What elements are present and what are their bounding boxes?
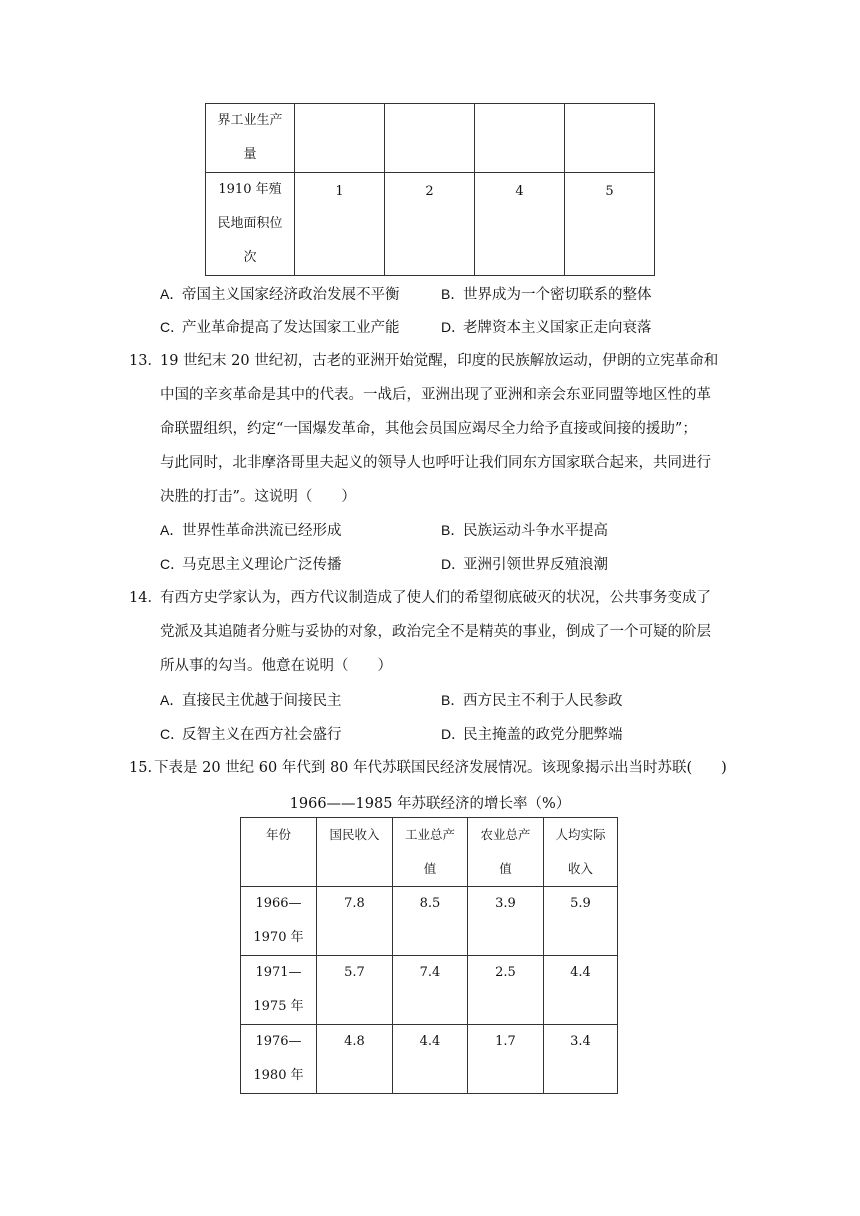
table-cell: 3.9 (467, 887, 543, 956)
q13-stem-line: 决胜的打击”。这说明（ ） (160, 489, 356, 505)
option-text: 世界性革命洪流已经形成 (182, 523, 342, 539)
period-line: 1971— (255, 965, 302, 980)
option-letter: B． (441, 286, 465, 302)
option-text: 马克思主义理论广泛传播 (182, 557, 342, 573)
q12-option-c[interactable] (160, 317, 400, 338)
q13-number: 13． (129, 353, 162, 369)
option-text: 亚洲引领世界反殖浪潮 (463, 557, 608, 573)
option-letter: D． (441, 319, 466, 335)
q13-option-b[interactable] (441, 520, 608, 541)
table-header-row (241, 818, 618, 887)
q15-number: 15. (129, 760, 153, 776)
option-letter: A． (160, 286, 184, 302)
table-cell: 2 (385, 173, 475, 276)
header-line: 国民收入 (329, 827, 380, 842)
option-text: 民主掩盖的政党分肥弊端 (463, 727, 623, 743)
table-cell: 8.5 (393, 887, 468, 956)
table-cell: 5 (565, 173, 655, 276)
option-text: 老牌资本主义国家正走向衰落 (463, 320, 652, 336)
table-cell: 4 (475, 173, 565, 276)
table-cell (385, 104, 475, 173)
column-header (317, 818, 393, 887)
header-line: 值 (499, 861, 512, 876)
q14-option-a[interactable] (160, 690, 342, 711)
q14-stem-line: 所从事的勾当。他意在说明（ ） (160, 658, 392, 674)
header-line: 工业总产 (404, 827, 455, 842)
table-row (206, 104, 655, 173)
option-text: 产业革命提高了发达国家工业产能 (182, 320, 400, 336)
table-row (206, 173, 655, 276)
table-cell: 7.4 (393, 956, 468, 1025)
table-cell (295, 104, 385, 173)
option-letter: B． (441, 692, 465, 708)
q14-stem-line: 党派及其追随者分赃与妥协的对象，政治完全不是精英的事业，倒成了一个可疑的阶层 (160, 624, 711, 640)
table-cell: 4.4 (543, 956, 617, 1025)
column-header (393, 818, 468, 887)
q13-stem-line: 中国的辛亥革命是其中的代表。一战后，亚洲出现了亚洲和亲会东亚同盟等地区性的革 (160, 387, 711, 403)
header-line: 值 (423, 861, 437, 876)
option-letter: C． (160, 556, 185, 572)
period-line: 1975 年 (253, 999, 304, 1014)
table-cell: 1 (295, 173, 385, 276)
table-cell: 5.9 (543, 887, 617, 956)
q13-option-a[interactable] (160, 520, 342, 541)
option-text: 直接民主优越于间接民主 (182, 693, 342, 709)
table-row (241, 887, 618, 956)
header-line: 年份 (265, 827, 291, 842)
row-label-line: 1910 年殖 (218, 182, 282, 197)
option-text: 西方民主不利于人民参政 (463, 693, 623, 709)
table-soviet-growth (240, 817, 618, 1094)
q13-option-c[interactable] (160, 554, 342, 575)
row-label-line: 民地面积位 (217, 216, 283, 231)
table-cell: 4.4 (393, 1025, 468, 1094)
table-colonial-rank (205, 103, 655, 276)
q13-option-d[interactable] (441, 554, 608, 575)
row-label-line: 量 (243, 147, 257, 162)
table-cell: 7.8 (317, 887, 393, 956)
column-header (467, 818, 543, 887)
q13-stem-line: 命联盟组织，约定“一国爆发革命，其他会员国应竭尽全力给予直接或间接的援助”； (160, 421, 697, 437)
table-caption: 1966——1985 年苏联经济的增长率（%） (289, 796, 571, 812)
column-header (543, 818, 617, 887)
option-text: 民族运动斗争水平提高 (463, 523, 608, 539)
table-cell: 4.8 (317, 1025, 393, 1094)
q13-stem-line: 19 世纪末 20 世纪初，古老的亚洲开始觉醒，印度的民族解放运动，伊朗的立宪革命和 (160, 353, 719, 369)
q14-number: 14． (129, 590, 162, 606)
header-line: 人均实际 (555, 827, 606, 842)
period-cell (241, 956, 317, 1025)
option-text: 帝国主义国家经济政治发展不平衡 (182, 287, 400, 303)
option-letter: B． (441, 522, 465, 538)
period-line: 1970 年 (253, 930, 304, 945)
row-label (206, 104, 295, 173)
table-row (241, 956, 618, 1025)
row-label-line: 次 (243, 250, 257, 265)
option-text: 反智主义在西方社会盛行 (182, 727, 342, 743)
period-line: 1966— (255, 896, 302, 911)
option-letter: C． (160, 726, 185, 742)
option-letter: D． (441, 556, 466, 572)
q12-option-d[interactable] (441, 317, 652, 338)
q15-stem: 下表是 20 世纪 60 年代到 80 年代苏联国民经济发展情况。该现象揭示出当时苏联( ) (154, 760, 727, 776)
q14-stem-line: 有西方史学家认为，西方代议制造成了使人们的希望彻底破灭的状况，公共事务变成了 (160, 590, 711, 606)
column-header (241, 818, 317, 887)
row-label (206, 173, 295, 276)
q12-option-b[interactable] (441, 284, 652, 305)
table-cell: 3.4 (543, 1025, 617, 1094)
period-cell (241, 1025, 317, 1094)
table-cell: 2.5 (467, 956, 543, 1025)
period-cell (241, 887, 317, 956)
header-line: 收入 (567, 861, 593, 876)
option-letter: D． (441, 726, 466, 742)
option-letter: A． (160, 522, 184, 538)
option-text: 世界成为一个密切联系的整体 (463, 287, 652, 303)
option-letter: A． (160, 692, 184, 708)
period-line: 1976— (255, 1034, 302, 1049)
period-line: 1980 年 (253, 1068, 304, 1083)
table-row (241, 1025, 618, 1094)
q12-option-a[interactable] (160, 284, 400, 305)
header-line: 农业总产 (480, 827, 531, 842)
table-cell: 1.7 (467, 1025, 543, 1094)
q13-stem-line: 与此同时，北非摩洛哥里夫起义的领导人也呼吁让我们同东方国家联合起来，共同进行 (160, 455, 711, 471)
table-cell (475, 104, 565, 173)
option-letter: C． (160, 319, 185, 335)
q14-option-d[interactable] (441, 724, 623, 745)
q14-option-b[interactable] (441, 690, 623, 711)
q14-option-c[interactable] (160, 724, 342, 745)
table-cell (565, 104, 655, 173)
row-label-line: 界工业生产 (217, 113, 283, 128)
table-cell: 5.7 (317, 956, 393, 1025)
